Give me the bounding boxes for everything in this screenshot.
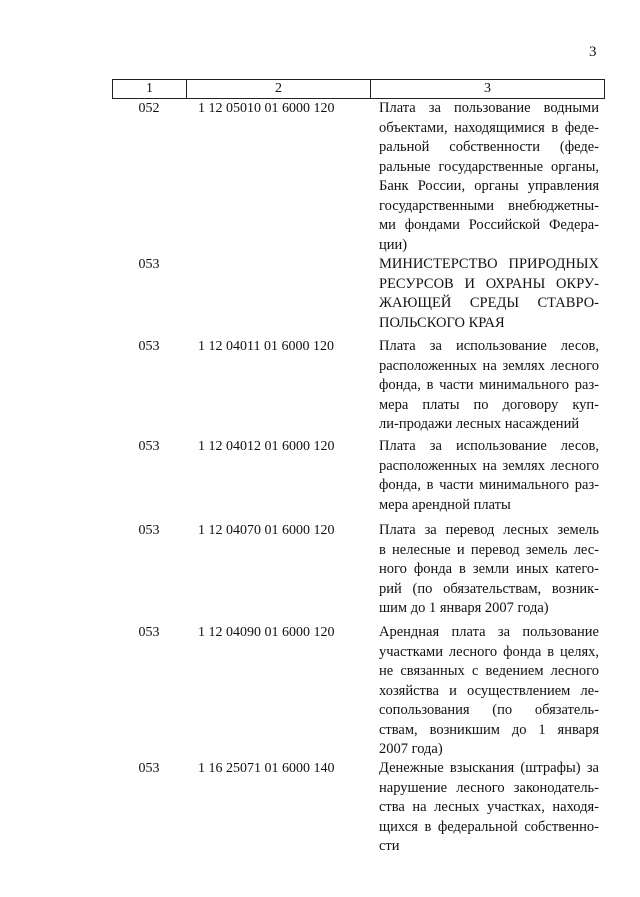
description-line: хозяйства и осуществлением ле- (379, 682, 599, 699)
revenue-description (379, 99, 599, 255)
description-line: ми фондами Российской Федера- (379, 217, 599, 233)
description-line: Банк России, органы управления (379, 178, 599, 194)
description-line: расположенных на землях лесного (379, 457, 599, 474)
page-number: 3 (589, 44, 597, 60)
revenue-description (379, 255, 599, 333)
description-line: в нелесные и перевод земель лес- (379, 541, 599, 558)
header-col-1: 1 (113, 80, 187, 98)
description-line: Плата за пользование водными (379, 100, 599, 116)
table-row (112, 337, 605, 432)
admin-code: 053 (138, 439, 160, 454)
budget-code: 1 12 04012 01 6000 120 (198, 439, 335, 454)
description-line: сти (379, 838, 400, 854)
description-line: 2007 года) (379, 741, 443, 757)
description-line: нарушение лесного законодатель- (379, 779, 599, 796)
table-row (112, 99, 605, 253)
revenue-description (379, 623, 599, 760)
budget-code: 1 12 05010 01 6000 120 (198, 101, 335, 116)
budget-code: 1 12 04090 01 6000 120 (198, 625, 335, 640)
description-line: ли-продажи лесных насаждений (379, 416, 580, 432)
revenue-description (379, 437, 599, 515)
description-line: сопользования (по обязатель- (379, 702, 599, 718)
description-line: участками лесного фонда в целях, (379, 643, 599, 660)
admin-code: 053 (138, 625, 160, 640)
admin-code: 053 (138, 523, 160, 538)
table-header (112, 79, 605, 99)
description-line: ства на лесных участках, находя- (379, 799, 599, 815)
description-line: объектами, находящимися в феде- (379, 119, 599, 136)
description-line: ральной собственности (феде- (379, 139, 599, 155)
description-line: Плата за использование лесов, (379, 438, 599, 454)
description-line: ствам, возникшим до 1 января (379, 721, 599, 738)
description-line: ции) (379, 236, 408, 253)
table-row (112, 521, 605, 616)
budget-code: 1 16 25071 01 6000 140 (198, 761, 335, 776)
description-line: расположенных на землях лесного (379, 357, 599, 374)
admin-code: 053 (138, 339, 160, 354)
revenue-description (379, 337, 599, 435)
admin-code: 053 (138, 257, 160, 272)
table-row (112, 623, 605, 757)
table-row (112, 255, 605, 331)
description-line: Арендная плата за пользование (379, 624, 599, 640)
description-line: мера платы по договору куп- (379, 396, 599, 413)
description-line: щихся в федеральной собственно- (379, 818, 599, 835)
revenue-description (379, 759, 599, 857)
budget-code: 1 12 04070 01 6000 120 (198, 523, 335, 538)
description-line: мера арендной платы (379, 496, 511, 513)
description-line: Плата за перевод лесных земель (379, 522, 599, 538)
description-line: шим до 1 января 2007 года) (379, 600, 549, 616)
description-line: не связанных с ведением лесного (379, 663, 599, 679)
header-col-3: 3 (484, 81, 491, 96)
description-line: РЕСУРСОВ И ОХРАНЫ ОКРУ- (379, 275, 599, 292)
revenue-description (379, 521, 599, 619)
admin-code: 053 (138, 761, 160, 776)
description-line: МИНИСТЕРСТВО ПРИРОДНЫХ (379, 256, 599, 272)
description-line: Денежные взыскания (штрафы) за (379, 760, 599, 776)
description-line: ного фонда в земли иных катего- (379, 561, 599, 577)
description-line: ральные государственные органы, (379, 158, 599, 175)
table-row (112, 759, 605, 854)
description-line: ПОЛЬСКОГО КРАЯ (379, 314, 505, 331)
description-line: государственными внебюджетны- (379, 197, 599, 214)
description-line: фонда, в части минимального раз- (379, 377, 599, 393)
description-line: рий (по обязательствам, возник- (379, 580, 599, 597)
table-row (112, 437, 605, 513)
admin-code: 052 (138, 101, 160, 116)
description-line: Плата за использование лесов, (379, 338, 599, 354)
budget-code: 1 12 04011 01 6000 120 (198, 339, 334, 354)
header-col-2: 2 (187, 80, 371, 98)
description-line: ЖАЮЩЕЙ СРЕДЫ СТАВРО- (379, 295, 599, 311)
description-line: фонда, в части минимального раз- (379, 477, 599, 493)
